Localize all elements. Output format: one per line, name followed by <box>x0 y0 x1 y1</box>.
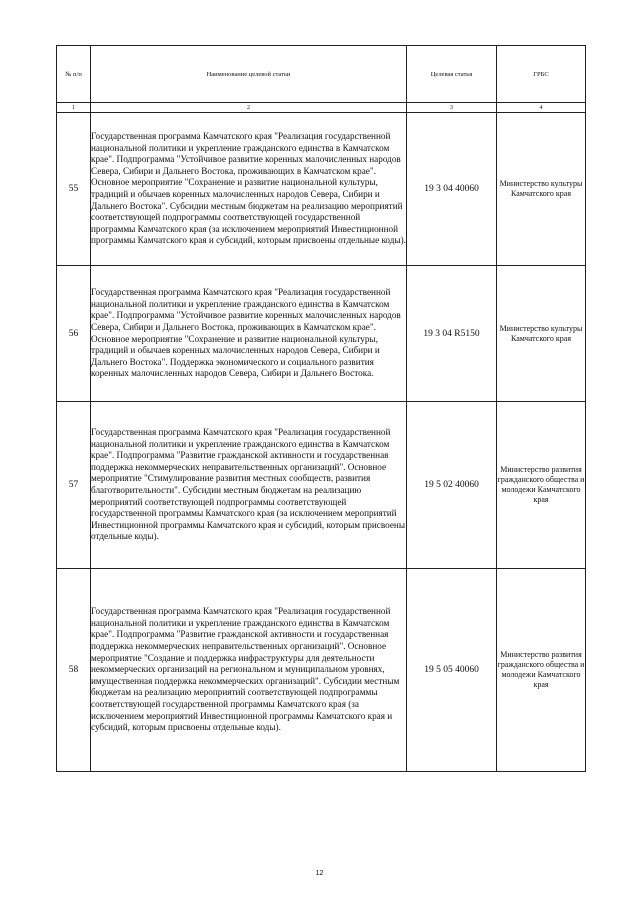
column-numbers-row <box>57 103 586 113</box>
row-code: 19 5 05 40060 <box>407 569 497 772</box>
table-header-row <box>57 46 586 103</box>
row-name: Государственная программа Камчатского края "Реализация государственной национальной политики и укрепление гражданского единства в Камчатском крае". Подпрограмма "Развитие гражданской активности и государственная поддержка некоммерческих неправительственных организаций". Основное мероприятие "Создание и поддержка инфраструктуры для деятельности некоммерческих организаций на региональном и муниципальном уровнях, имущественная поддержка некоммерческих организаций". Субсидии местным бюджетам на реализацию мероприятий соответствующей подпрограммы соответствующей государственной программы Камчатского края (за исключением мероприятий Инвестиционной программы Камчатского края и субсидий, которым присвоены отдельные коды). <box>91 569 407 772</box>
header-code: Целевая статья <box>407 46 497 103</box>
column-number: 1 <box>57 103 91 113</box>
header-grbs: ГРБС <box>497 46 586 103</box>
table-row <box>57 266 586 402</box>
row-grbs: Министерство развития гражданского общества и молодежи Камчатского края <box>497 402 586 569</box>
row-code: 19 3 04 R5150 <box>407 266 497 402</box>
column-number: 2 <box>91 103 407 113</box>
column-number: 4 <box>497 103 586 113</box>
row-grbs: Министерство культуры Камчатского края <box>497 113 586 266</box>
row-number: 58 <box>57 569 91 772</box>
row-number: 55 <box>57 113 91 266</box>
table-row <box>57 569 586 772</box>
header-num: № п/п <box>57 46 91 103</box>
budget-table <box>56 45 586 772</box>
row-number: 57 <box>57 402 91 569</box>
row-name: Государственная программа Камчатского края "Реализация государственной национальной политики и укрепление гражданского единства в Камчатском крае". Подпрограмма "Устойчивое развитие коренных малочисленных народов Севера, Сибири и Дальнего Востока, проживающих в Камчатском крае". Основное мероприятие "Сохранение и развитие национальной культуры, традиций и обычаев коренных малочисленных народов Севера, Сибири и Дальнего Востока". Субсидии местным бюджетам на реализацию мероприятий соответствующей подпрограммы соответствующей государственной программы Камчатского края (за исключением мероприятий Инвестиционной программы Камчатского края и субсидий, которым присвоены отдельные коды). <box>91 113 407 266</box>
header-name: Наименование целевой статьи <box>91 46 407 103</box>
row-grbs: Министерство развития гражданского общества и молодежи Камчатского края <box>497 569 586 772</box>
row-name: Государственная программа Камчатского края "Реализация государственной национальной политики и укрепление гражданского единства в Камчатском крае". Подпрограмма "Устойчивое развитие коренных малочисленных народов Севера, Сибири и Дальнего Востока, проживающих в Камчатском крае". Основное мероприятие "Сохранение и развитие национальной культуры, традиций и обычаев коренных малочисленных народов Севера, Сибири и Дальнего Востока". Поддержка экономического и социального развития коренных малочисленных народов Севера, Сибири и Дальнего Востока. <box>91 266 407 402</box>
row-code: 19 5 02 40060 <box>407 402 497 569</box>
column-number: 3 <box>407 103 497 113</box>
table-row <box>57 113 586 266</box>
row-name: Государственная программа Камчатского края "Реализация государственной национальной политики и укрепление гражданского единства в Камчатском крае". Подпрограмма "Развитие гражданской активности и государственная поддержка некоммерческих неправительственных организаций". Основное мероприятие "Стимулирование развития местных сообществ, развития благотворительности". Субсидии местным бюджетам на реализацию мероприятий соответствующей подпрограммы соответствующей государственной программы Камчатского края (за исключением мероприятий Инвестиционной программы Камчатского края и субсидий, которым присвоены отдельные коды). <box>91 402 407 569</box>
row-number: 56 <box>57 266 91 402</box>
row-grbs: Министерство культуры Камчатского края <box>497 266 586 402</box>
row-code: 19 3 04 40060 <box>407 113 497 266</box>
page-number: 12 <box>315 870 324 877</box>
table-row <box>57 402 586 569</box>
